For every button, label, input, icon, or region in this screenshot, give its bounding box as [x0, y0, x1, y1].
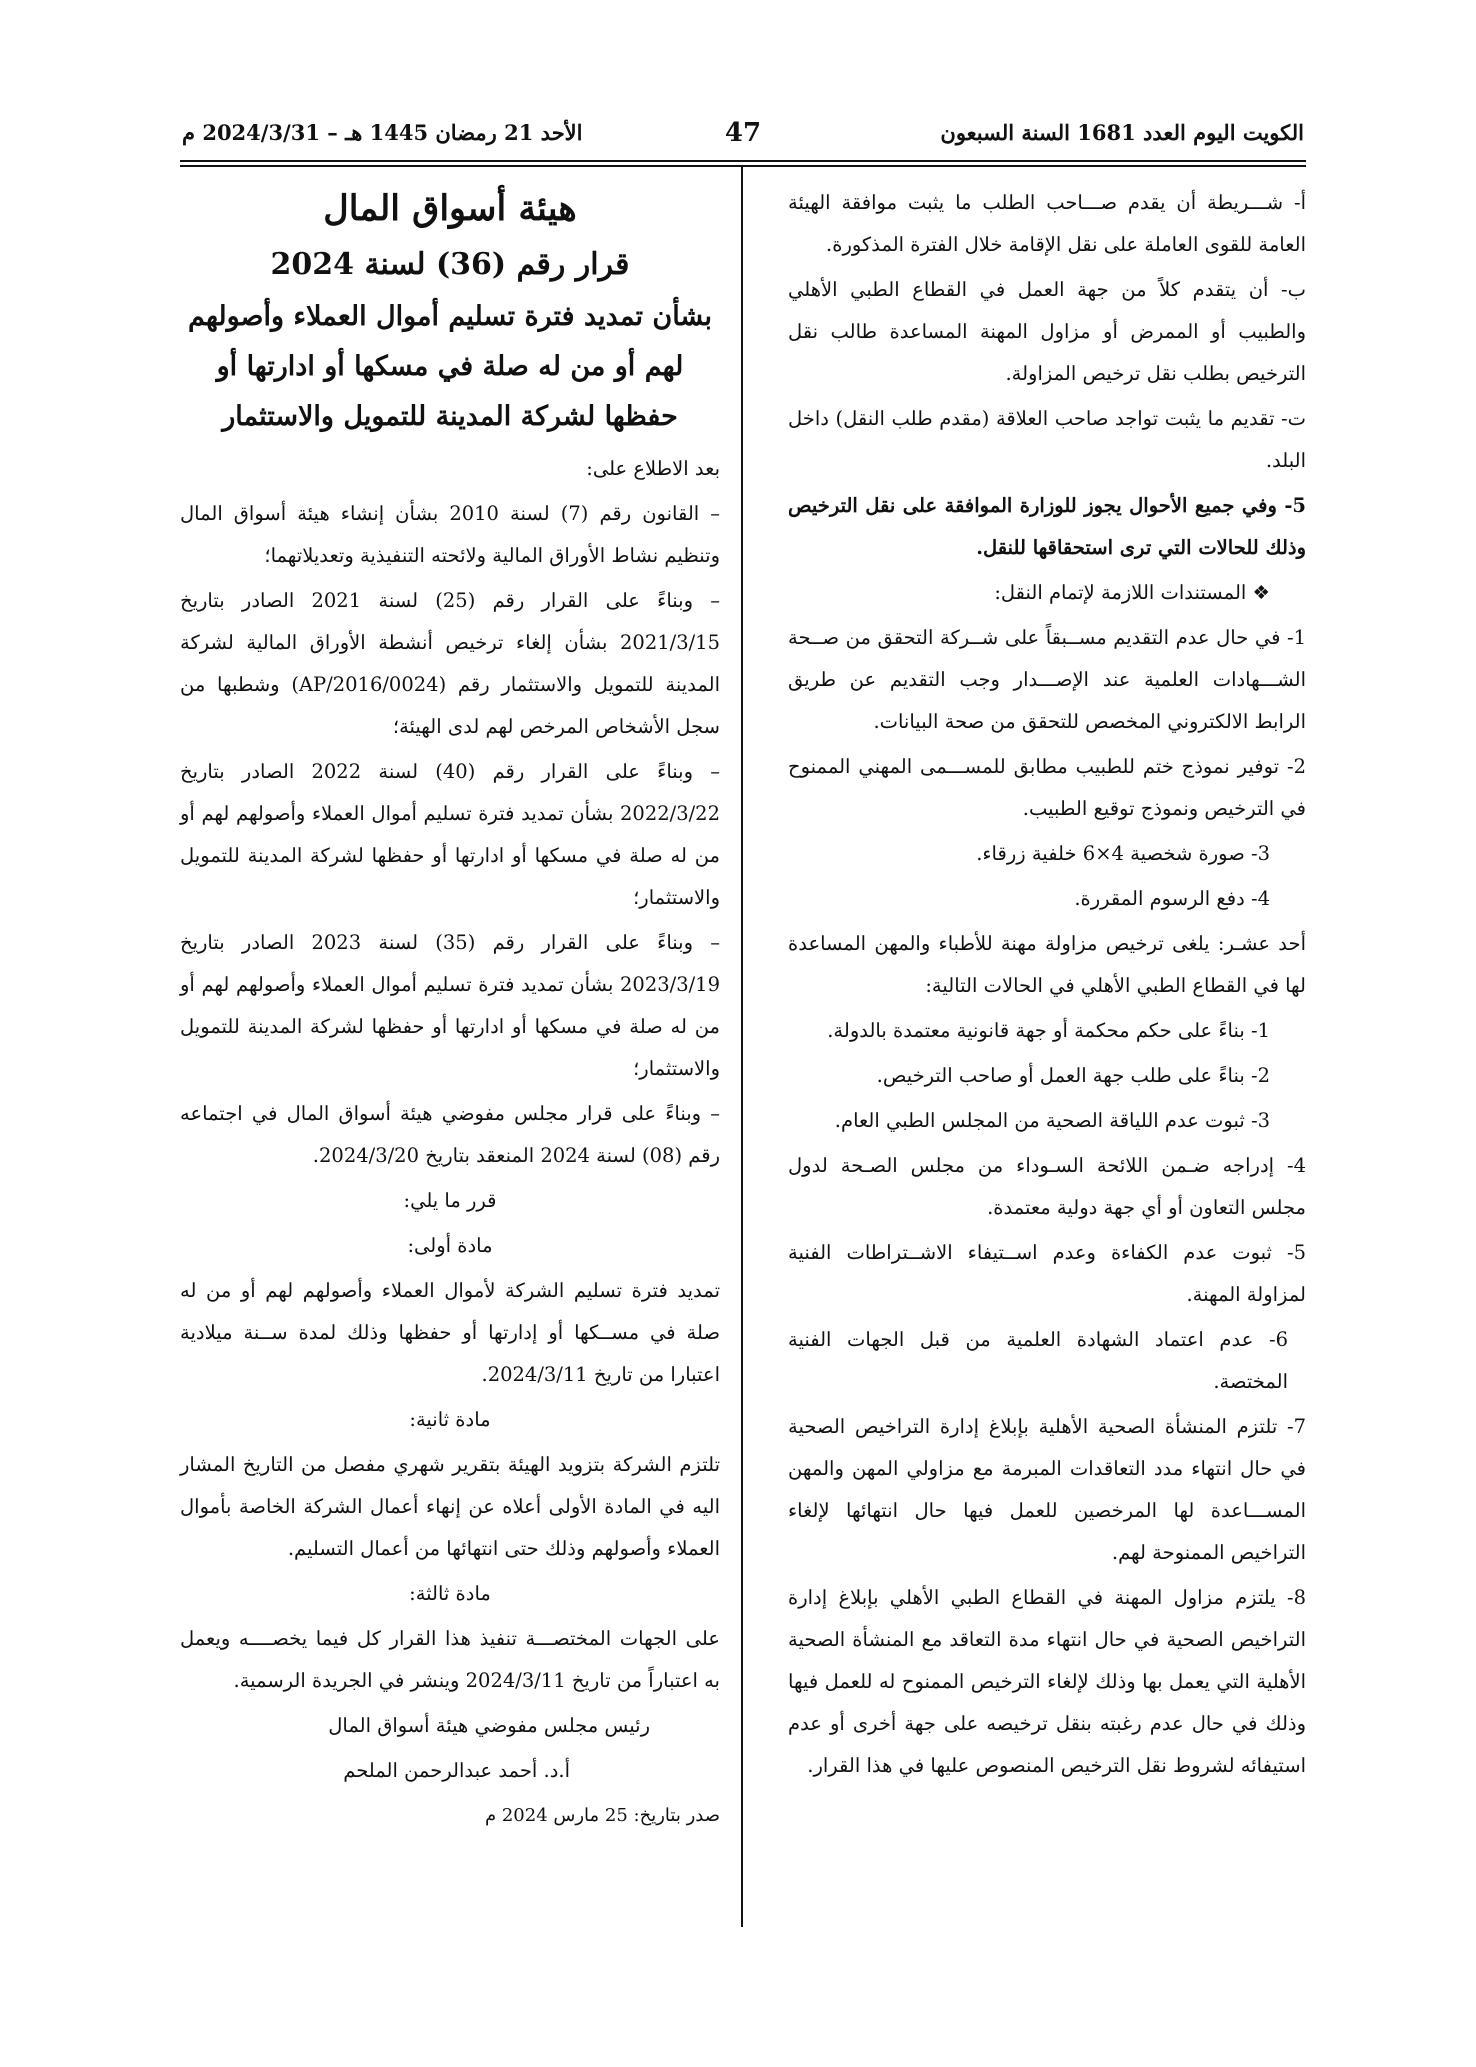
- header-rule-top: [180, 160, 1306, 162]
- left-column: [180, 182, 720, 1840]
- preamble-intro: بعد الاطلاع على:: [586, 457, 720, 480]
- signatory-title: رئيس مجلس مفوضي هيئة أسواق المال: [328, 1714, 650, 1737]
- article-3-text: على الجهات المختصـــة تنفيذ هذا القرار كل فيما يخصــــه ويعمل به اعتباراً من تاريخ 2024/3/11 وينشر في الجريدة الرسمية.: [180, 1627, 720, 1692]
- doc-item-4: 4- دفع الرسوم المقررة.: [1074, 887, 1270, 910]
- right-para-5: 5- وفي جميع الأحوال يجوز للوزارة الموافقة على نقل الترخيص وذلك للحالات التي ترى استحقاقها للنقل.: [788, 494, 1306, 559]
- right-column: [788, 182, 1306, 1790]
- column-divider: [741, 167, 743, 1927]
- page-number: 47: [724, 118, 762, 148]
- signatory-name: أ.د. أحمد عبدالرحمن الملحم: [343, 1759, 570, 1782]
- article-2-text: تلتزم الشركة بتزويد الهيئة بتقرير شهري مفصل من التاريخ المشار اليه في المادة الأولى أعلاه عن إنهاء أعمال الشركة الخاصة بأموال العملاء وأصولهم وذلك حتى انتهائها من أعمال التسليم.: [180, 1453, 720, 1560]
- doc-item-2: 2- توفير نموذج ختم للطبيب مطابق للمســـمى المهني الممنوح في الترخيص ونموذج توقيع الطبيب.: [788, 755, 1306, 820]
- page-header: [182, 120, 1304, 156]
- article-3-title: مادة ثالثة:: [409, 1582, 491, 1605]
- cancel-item-7: 7- تلتزم المنشأة الصحية الأهلية بإبلاغ إدارة التراخيص الصحية في حال انتهاء مدد التعاقدات المبرمة مع مزاولي المهن والمهن المســـاعدة لها المرخصين للعمل فيها حال انتهائها لإلغاء التراخيص الممنوحة لهم.: [788, 1415, 1306, 1564]
- cancel-item-3: 3- ثبوت عدم اللياقة الصحية من المجلس الطبي العام.: [834, 1109, 1270, 1132]
- preamble-item-1: – القانون رقم (7) لسنة 2010 بشأن إنشاء هيئة أسواق المال وتنظيم نشاط الأوراق المالية ولائحته التنفيذية وتعديلاتهما؛: [180, 502, 720, 567]
- cancel-item-2: 2- بناءً على طلب جهة العمل أو صاحب الترخيص.: [876, 1064, 1270, 1087]
- right-para-t: ت- تقديم ما يثبت تواجد صاحب العلاقة (مقدم طلب النقل) داخل البلد.: [788, 407, 1306, 472]
- cancel-item-6: 6- عدم اعتماد الشهادة العلمية من قبل الجهات الفنية المختصة.: [788, 1328, 1288, 1393]
- issue-date: صدر بتاريخ: 25 مارس 2024 م: [484, 1805, 720, 1826]
- preamble-item-2: – وبناءً على القرار رقم (25) لسنة 2021 الصادر بتاريخ 2021/3/15 بشأن إلغاء ترخيص أنشطة الأوراق المالية لشركة المدينة للتمويل والاستثمار رقم (AP/2016/0024) وشطبها من سجل الأشخاص المرخص لهم لدى الهيئة؛: [180, 589, 720, 738]
- article-2-title: مادة ثانية:: [409, 1408, 491, 1431]
- cancel-item-4: 4- إدراجه ضـمن اللائحة السـوداء من مجلس الصـحة لدول مجلس التعاون أو أي جهة دولية معتمدة.: [788, 1154, 1306, 1219]
- header-issue-info: الكويت اليوم العدد 1681 السنة السبعون: [940, 120, 1304, 145]
- decision-subject: بشأن تمديد فترة تسليم أموال العملاء وأصولهم لهم أو من له صلة في مسكها أو ادارتها أو حفظها لشركة المدينة للتمويل والاستثمار: [187, 301, 713, 432]
- header-rule-bottom: [180, 165, 1306, 167]
- required-documents-heading: ❖ المستندات اللازمة لإتمام النقل:: [994, 581, 1270, 604]
- right-para-a: أ- شـــريطة أن يقدم صـــاحب الطلب ما يثبت موافقة الهيئة العامة للقوى العاملة على نقل الإقامة خلال الفترة المذكورة.: [788, 191, 1307, 256]
- cancel-item-1: 1- بناءً على حكم محكمة أو جهة قانونية معتمدة بالدولة.: [827, 1019, 1270, 1042]
- article-1-title: مادة أولى:: [407, 1234, 493, 1257]
- cancel-item-5: 5- ثبوت عدم الكفاءة وعدم اســتيفاء الاشــتراطات الفنية لمزاولة المهنة.: [788, 1241, 1306, 1306]
- header-date: الأحد 21 رمضان 1445 هـ – 2024/3/31 م: [182, 120, 583, 145]
- preamble-item-5: – وبناءً على قرار مجلس مفوضي هيئة أسواق المال في اجتماعه رقم (08) لسنة 2024 المنعقد بتاريخ 2024/3/20.: [180, 1102, 720, 1167]
- article-1-text: تمديد فترة تسليم الشركة لأموال العملاء وأصولهم لهم أو من له صلة في مســكها أو إدارتها أو حفظها وذلك لمدة ســنة ميلادية اعتبارا من تاريخ 2024/3/11.: [180, 1279, 720, 1386]
- cancel-item-8: 8- يلتزم مزاول المهنة في القطاع الطبي الأهلي بإبلاغ إدارة التراخيص الصحية في حال انتهاء مدة التعاقد مع المنشأة الصحية الأهلية التي يعمل بها وذلك لإلغاء الترخيص الممنوح له للعمل فيها وذلك في حال عدم رغبته بنقل ترخيصه على جهة أخرى أو عدم استيفائه لشروط نقل الترخيص المنصوص عليها في هذا القرار.: [788, 1586, 1306, 1777]
- doc-item-3: 3- صورة شخصية 4×6 خلفية زرقاء.: [976, 842, 1270, 865]
- decided-heading: قرر ما يلي:: [403, 1189, 497, 1212]
- right-para-b: ب- أن يتقدم كلاً من جهة العمل في القطاع الطبي الأهلي والطبيب أو الممرض أو مزاول المهنة المساعدة طالب نقل الترخيص بطلب نقل ترخيص المزاولة.: [788, 278, 1306, 385]
- preamble-item-4: – وبناءً على القرار رقم (35) لسنة 2023 الصادر بتاريخ 2023/3/19 بشأن تمديد فترة تسليم أموال العملاء وأصولهم لهم أو من له صلة في مسكها أو ادارتها أو حفظها لشركة المدينة للتمويل والاستثمار؛: [180, 931, 720, 1080]
- decision-title: قرار رقم (36) لسنة 2024: [270, 247, 630, 282]
- preamble-item-3: – وبناءً على القرار رقم (40) لسنة 2022 الصادر بتاريخ 2022/3/22 بشأن تمديد فترة تسليم أموال العملاء وأصولهم لهم أو من له صلة في مسكها أو ادارتها أو حفظها لشركة المدينة للتمويل والاستثمار؛: [180, 760, 720, 909]
- authority-title: هيئة أسواق المال: [323, 188, 577, 229]
- doc-item-1: 1- في حال عدم التقديم مســبقاً على شــركة التحقق من صــحة الشـــهادات العلمية عند الإصـــدار وجب التقديم عن طريق الرابط الالكتروني المخصص للتحقق من صحة البيانات.: [788, 626, 1306, 733]
- article-eleven: أحد عشـر: يلغى ترخيص مزاولة مهنة للأطباء والمهن المساعدة لها في القطاع الطبي الأهلي في الحالات التالية:: [788, 932, 1306, 997]
